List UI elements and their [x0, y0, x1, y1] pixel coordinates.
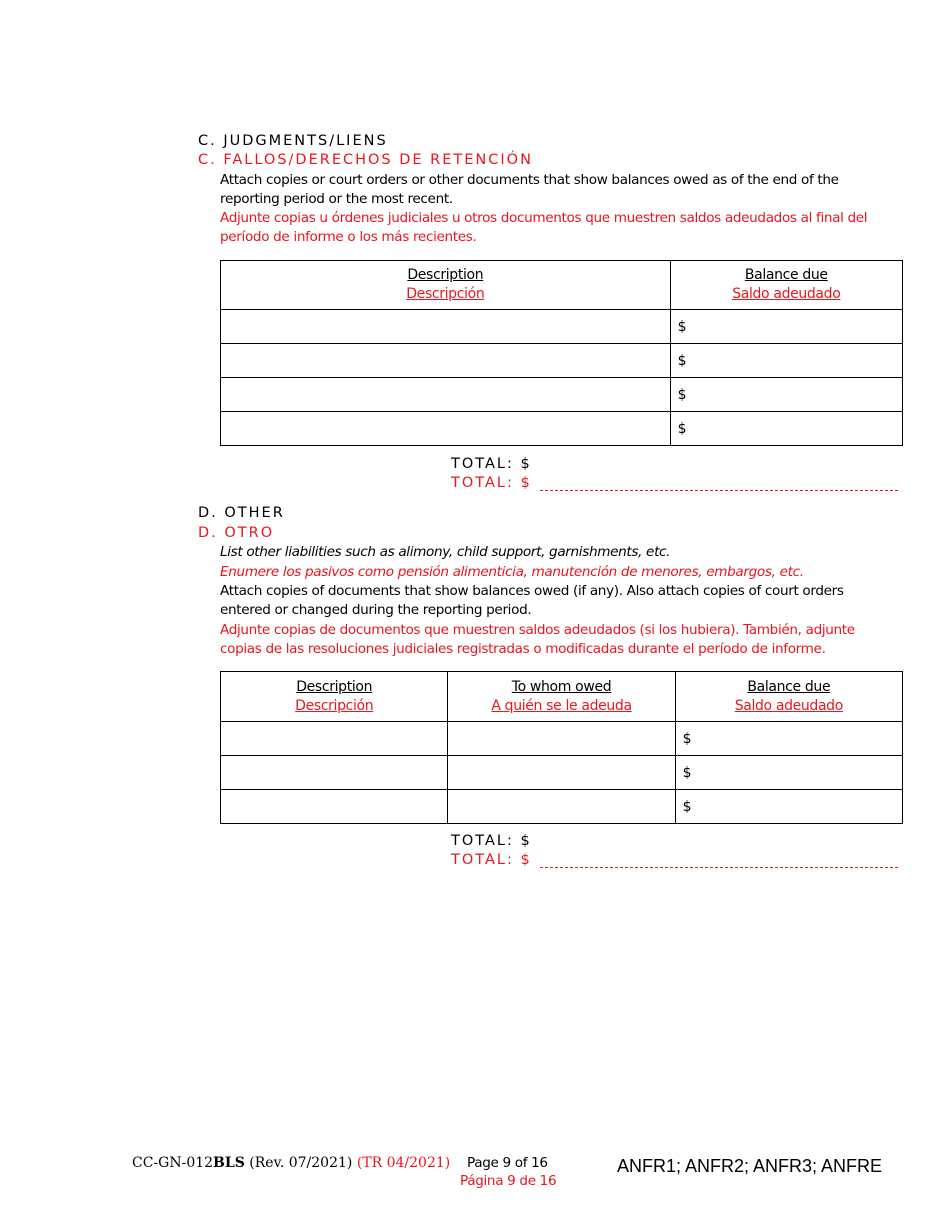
table-row	[221, 790, 903, 824]
col-description-en: Description	[407, 267, 484, 283]
section-c-instructions-en-2: reporting period or the most recent.	[220, 191, 453, 207]
description-cell[interactable]	[221, 378, 671, 412]
owed-to-cell[interactable]	[448, 756, 675, 790]
judgments-liens-table	[220, 260, 903, 446]
col-owed-to-header	[448, 672, 675, 722]
table-row	[221, 310, 903, 344]
col-owed-to-en: To whom owed	[511, 678, 612, 695]
section-d-instructions-en-2: entered or changed during the reporting period.	[220, 602, 532, 618]
balance-cell[interactable]: $	[670, 378, 902, 412]
section-c-instructions-es-2: período de informe o los más recientes.	[220, 229, 477, 245]
section-d-total-en: TOTAL: $	[451, 833, 532, 849]
balance-cell[interactable]: $	[670, 310, 902, 344]
other-liabilities-table	[220, 671, 903, 824]
field-codes: ANFR1; ANFR2; ANFR3; ANFRE	[617, 1156, 883, 1176]
description-cell[interactable]	[221, 756, 448, 790]
description-cell[interactable]	[221, 722, 448, 756]
col-balance-en: Balance due	[744, 267, 828, 283]
section-c-instructions-en-1: Attach copies or court orders or other documents that show balances owed as of the end of the	[220, 172, 839, 188]
col-description-header	[221, 672, 448, 722]
section-c-heading-es: C. FALLOS/DERECHOS DE RETENCIÓN	[198, 152, 533, 168]
balance-cell[interactable]: $	[675, 722, 902, 756]
table-row	[221, 412, 903, 446]
section-d-heading-es: D. OTRO	[198, 525, 275, 541]
form-code-bold: BLS	[213, 1155, 245, 1171]
section-c-instructions-es-1: Adjunte copias u órdenes judiciales u otros documentos que muestren saldos adeudados al final del	[220, 210, 868, 226]
description-cell[interactable]	[221, 344, 671, 378]
section-d-instructions-es-1: Adjunte copias de documentos que muestren saldos adeudados (si los hubiera). También, adjunte	[220, 622, 855, 638]
form-revision: (Rev. 07/2021)	[249, 1155, 353, 1171]
description-cell[interactable]	[221, 412, 671, 446]
col-description-es: Descripción	[406, 286, 485, 302]
col-owed-to-es: A quién se le adeuda	[491, 697, 632, 714]
section-c-total-es: TOTAL: $	[451, 475, 532, 491]
page-number-es: Página 9 de 16	[460, 1173, 557, 1189]
col-balance-en: Balance due	[747, 678, 831, 695]
table-row	[221, 344, 903, 378]
section-d-heading-en: D. OTHER	[198, 505, 285, 521]
col-description-header	[221, 261, 671, 310]
section-d-list-en: List other liabilities such as alimony, child support, garnishments, etc.	[220, 544, 671, 560]
page-number-en: Page 9 of 16	[467, 1155, 548, 1171]
description-cell[interactable]	[221, 310, 671, 344]
section-c-heading-en: C. JUDGMENTS/LIENS	[198, 133, 388, 149]
col-balance-es: Saldo adeudado	[732, 286, 841, 302]
form-code-prefix: CC-GN-012	[132, 1155, 214, 1171]
col-balance-header	[675, 672, 902, 722]
col-balance-header	[670, 261, 902, 310]
section-c-total-line[interactable]	[540, 479, 898, 491]
col-description-en: Description	[296, 678, 373, 695]
section-d-instructions-en-1: Attach copies of documents that show balances owed (if any). Also attach copies of court orders	[220, 583, 844, 599]
translation-revision: (TR 04/2021)	[356, 1155, 451, 1171]
col-balance-es: Saldo adeudado	[734, 697, 843, 714]
table-row	[221, 378, 903, 412]
section-d-list-es: Enumere los pasivos como pensión alimenticia, manutención de menores, embargos, etc.	[220, 564, 804, 580]
description-cell[interactable]	[221, 790, 448, 824]
owed-to-cell[interactable]	[448, 790, 675, 824]
balance-cell[interactable]: $	[675, 790, 902, 824]
table-row	[221, 722, 903, 756]
section-d-instructions-es-2: copias de las resoluciones judiciales registradas o modificadas durante el período de informe.	[220, 641, 826, 657]
balance-cell[interactable]: $	[670, 344, 902, 378]
col-description-es: Descripción	[295, 697, 374, 714]
balance-cell[interactable]: $	[675, 756, 902, 790]
section-d-total-es: TOTAL: $	[451, 852, 532, 868]
owed-to-cell[interactable]	[448, 722, 675, 756]
section-c-total-en: TOTAL: $	[451, 456, 532, 472]
table-row	[221, 756, 903, 790]
section-d-total-line[interactable]	[540, 856, 898, 868]
form-code	[132, 1155, 450, 1171]
balance-cell[interactable]: $	[670, 412, 902, 446]
